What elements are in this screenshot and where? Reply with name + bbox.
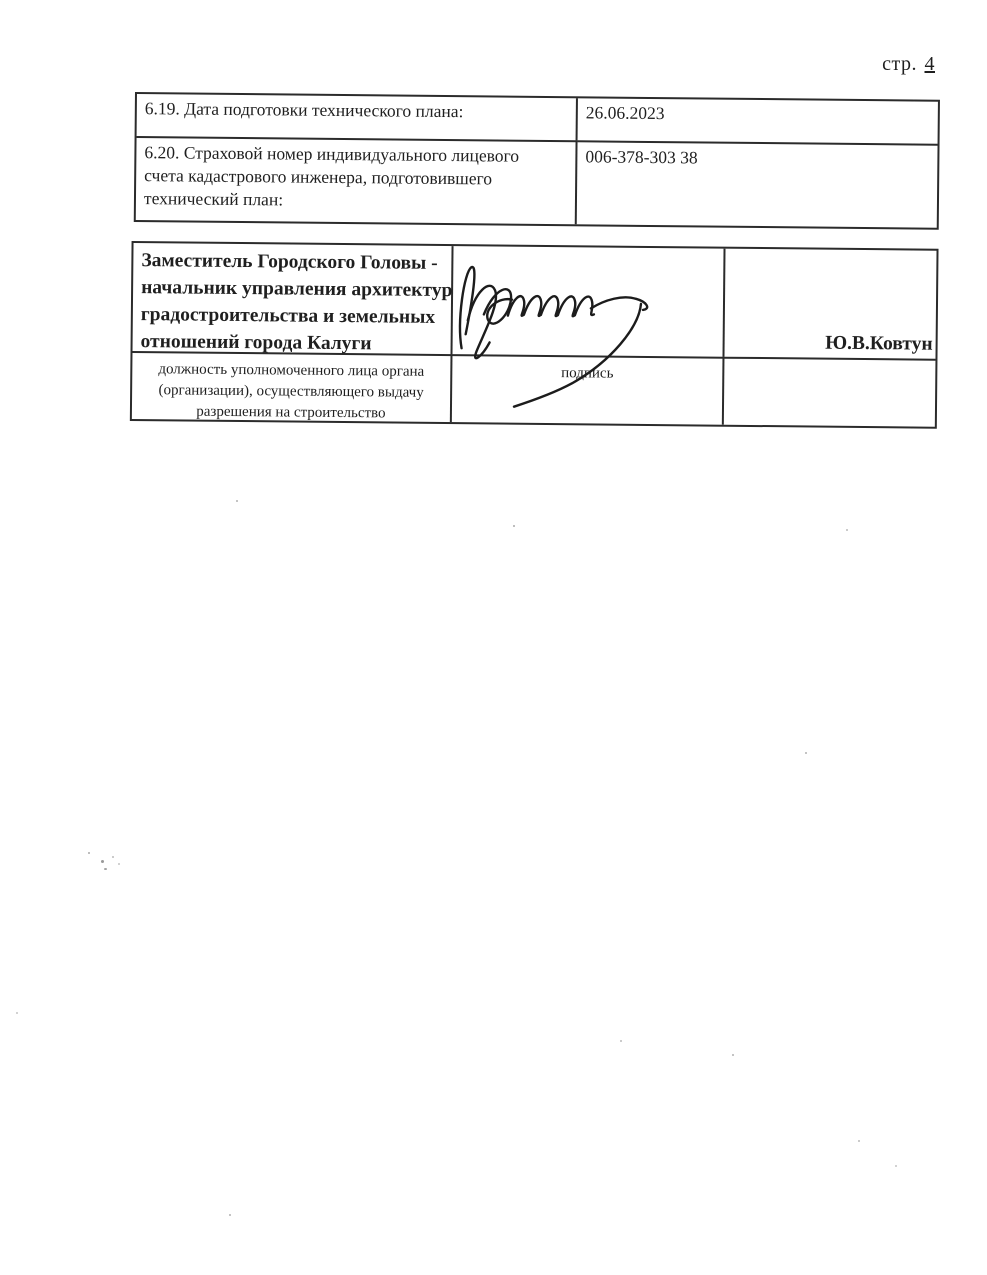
scan-speck xyxy=(16,1012,18,1014)
scan-speck xyxy=(236,500,238,502)
page-number-prefix: стр. xyxy=(882,53,917,75)
signature-caption: подпись xyxy=(561,365,614,382)
scan-speck xyxy=(101,860,104,863)
scan-speck xyxy=(895,1165,897,1167)
row-620-value: 006-378-303 38 xyxy=(585,146,698,168)
signature-cell xyxy=(452,246,725,357)
position-title-line-1: Заместитель Городского Головы - xyxy=(141,250,438,274)
signer-name: Ю.В.Ковтун xyxy=(825,332,933,355)
row-619-value-cell xyxy=(578,98,938,143)
scan-speck xyxy=(858,1140,860,1142)
empty-cell xyxy=(724,357,936,427)
scan-speck xyxy=(118,863,120,865)
signature-caption-cell xyxy=(452,354,725,425)
scan-speck xyxy=(104,868,107,870)
details-table xyxy=(134,92,940,230)
row-619-label-cell xyxy=(137,94,578,140)
row-619-value: 26.06.2023 xyxy=(585,102,665,124)
scan-speck xyxy=(620,1040,622,1042)
position-caption-cell xyxy=(132,351,453,422)
scan-speck xyxy=(112,856,114,858)
row-620-label-line-1: 6.20. Страховой номер индивидуального лицевого xyxy=(144,142,520,166)
position-title-line-3: градостроительства и земельных xyxy=(140,304,436,328)
signer-name-cell xyxy=(724,249,936,359)
row-620-value-cell xyxy=(577,140,938,227)
page-number xyxy=(882,53,937,76)
scan-speck xyxy=(805,752,807,754)
page-number-value: 4 xyxy=(924,53,935,75)
scan-speck xyxy=(732,1054,734,1056)
scan-speck xyxy=(846,529,848,531)
position-caption-line-3: разрешения на строительство xyxy=(196,403,386,422)
scan-speck xyxy=(88,852,90,854)
position-caption-line-2: (организации), осуществляющего выдачу xyxy=(158,382,424,401)
signoff-table xyxy=(130,241,939,429)
position-title-cell xyxy=(133,243,454,354)
position-title-line-4: отношений города Калуги xyxy=(140,331,372,355)
scan-speck xyxy=(513,525,515,527)
row-620-label-line-2: счета кадастрового инженера, подготовившего xyxy=(144,165,493,189)
row-619-label: 6.19. Дата подготовки технического плана: xyxy=(144,98,464,122)
row-620-label-line-3: технический план: xyxy=(143,188,284,210)
scan-speck xyxy=(229,1214,231,1216)
scanned-content xyxy=(133,92,943,422)
row-620-label-cell xyxy=(136,136,578,224)
position-caption-line-1: должность уполномоченного лица органа xyxy=(158,361,425,380)
position-title-line-2: начальник управления архитектур xyxy=(141,277,453,302)
